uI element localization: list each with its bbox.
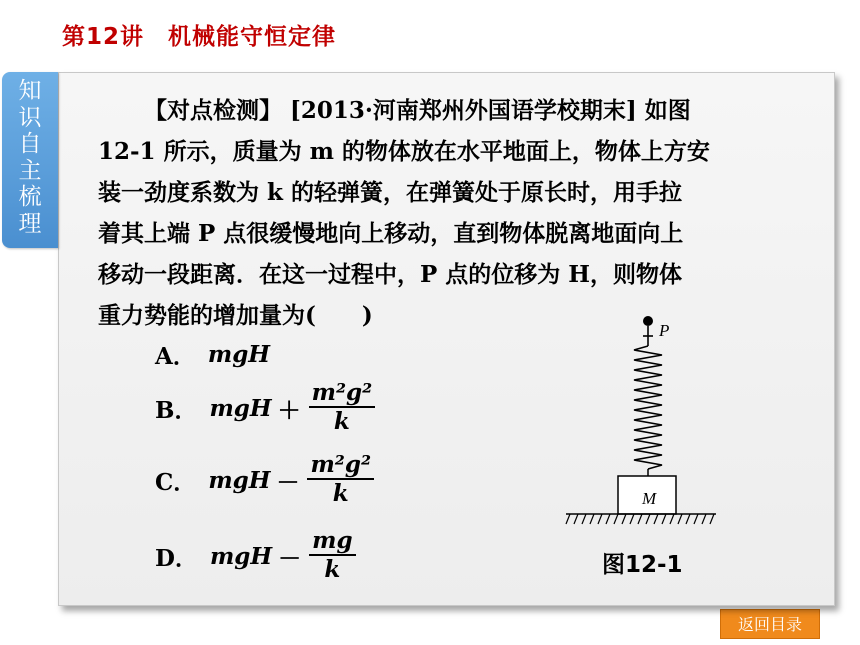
option-a[interactable] — [155, 338, 270, 371]
section-tab[interactable] — [2, 72, 58, 248]
fraction-denominator: k — [324, 556, 341, 583]
question-line: 移动一段距离．在这一过程中，P 点的位移为 H，则物体 — [98, 261, 683, 288]
option-operator: － — [276, 468, 300, 496]
option-b[interactable] — [155, 380, 375, 436]
option-expression: mgH — [207, 341, 271, 368]
fraction-denominator: k — [333, 408, 350, 435]
option-c[interactable] — [155, 452, 374, 508]
question-line: 12-1 所示，质量为 m 的物体放在水平地面上，物体上方安 — [98, 138, 710, 165]
option-d[interactable] — [155, 528, 356, 584]
back-to-contents-button[interactable]: 返回目录 — [720, 609, 820, 639]
ground-hatching — [566, 514, 714, 524]
section-tab-label: 知识自主梳理 — [18, 78, 42, 237]
option-fraction — [307, 452, 374, 508]
question-line: 【对点检测】 [2013·河南郑州外国语学校期末] 如图 — [144, 97, 691, 124]
option-fraction — [309, 528, 355, 584]
option-letter: A． — [155, 343, 196, 370]
option-letter: B． — [155, 396, 198, 424]
option-letter: C． — [155, 468, 197, 496]
question-line: 重力势能的增加量为( ) — [98, 302, 373, 329]
page-title: 第12讲 机械能守恒定律 — [62, 24, 337, 50]
block-label: M — [642, 489, 657, 508]
fraction-numerator: m²g² — [309, 380, 376, 408]
option-operator: － — [278, 544, 302, 572]
question-text — [98, 90, 820, 336]
option-fraction — [309, 380, 376, 436]
spring-block-figure — [560, 312, 720, 532]
option-letter: D． — [155, 544, 198, 572]
option-expression: mgH — [208, 466, 271, 494]
option-expression: mgH — [209, 542, 273, 570]
spring-handle-point — [643, 316, 653, 326]
option-operator: ＋ — [277, 396, 301, 424]
figure-caption: 图12-1 — [602, 552, 683, 578]
question-line: 装一劲度系数为 k 的轻弹簧，在弹簧处于原长时，用手拉 — [98, 179, 682, 206]
spring-coil — [634, 346, 662, 469]
point-label: P — [659, 321, 670, 340]
question-line: 着其上端 P 点很缓慢地向上移动，直到物体脱离地面向上 — [98, 220, 684, 247]
fraction-numerator: mg — [309, 528, 355, 556]
option-expression: mgH — [209, 394, 272, 422]
fraction-numerator: m²g² — [307, 452, 374, 480]
fraction-denominator: k — [332, 480, 349, 507]
